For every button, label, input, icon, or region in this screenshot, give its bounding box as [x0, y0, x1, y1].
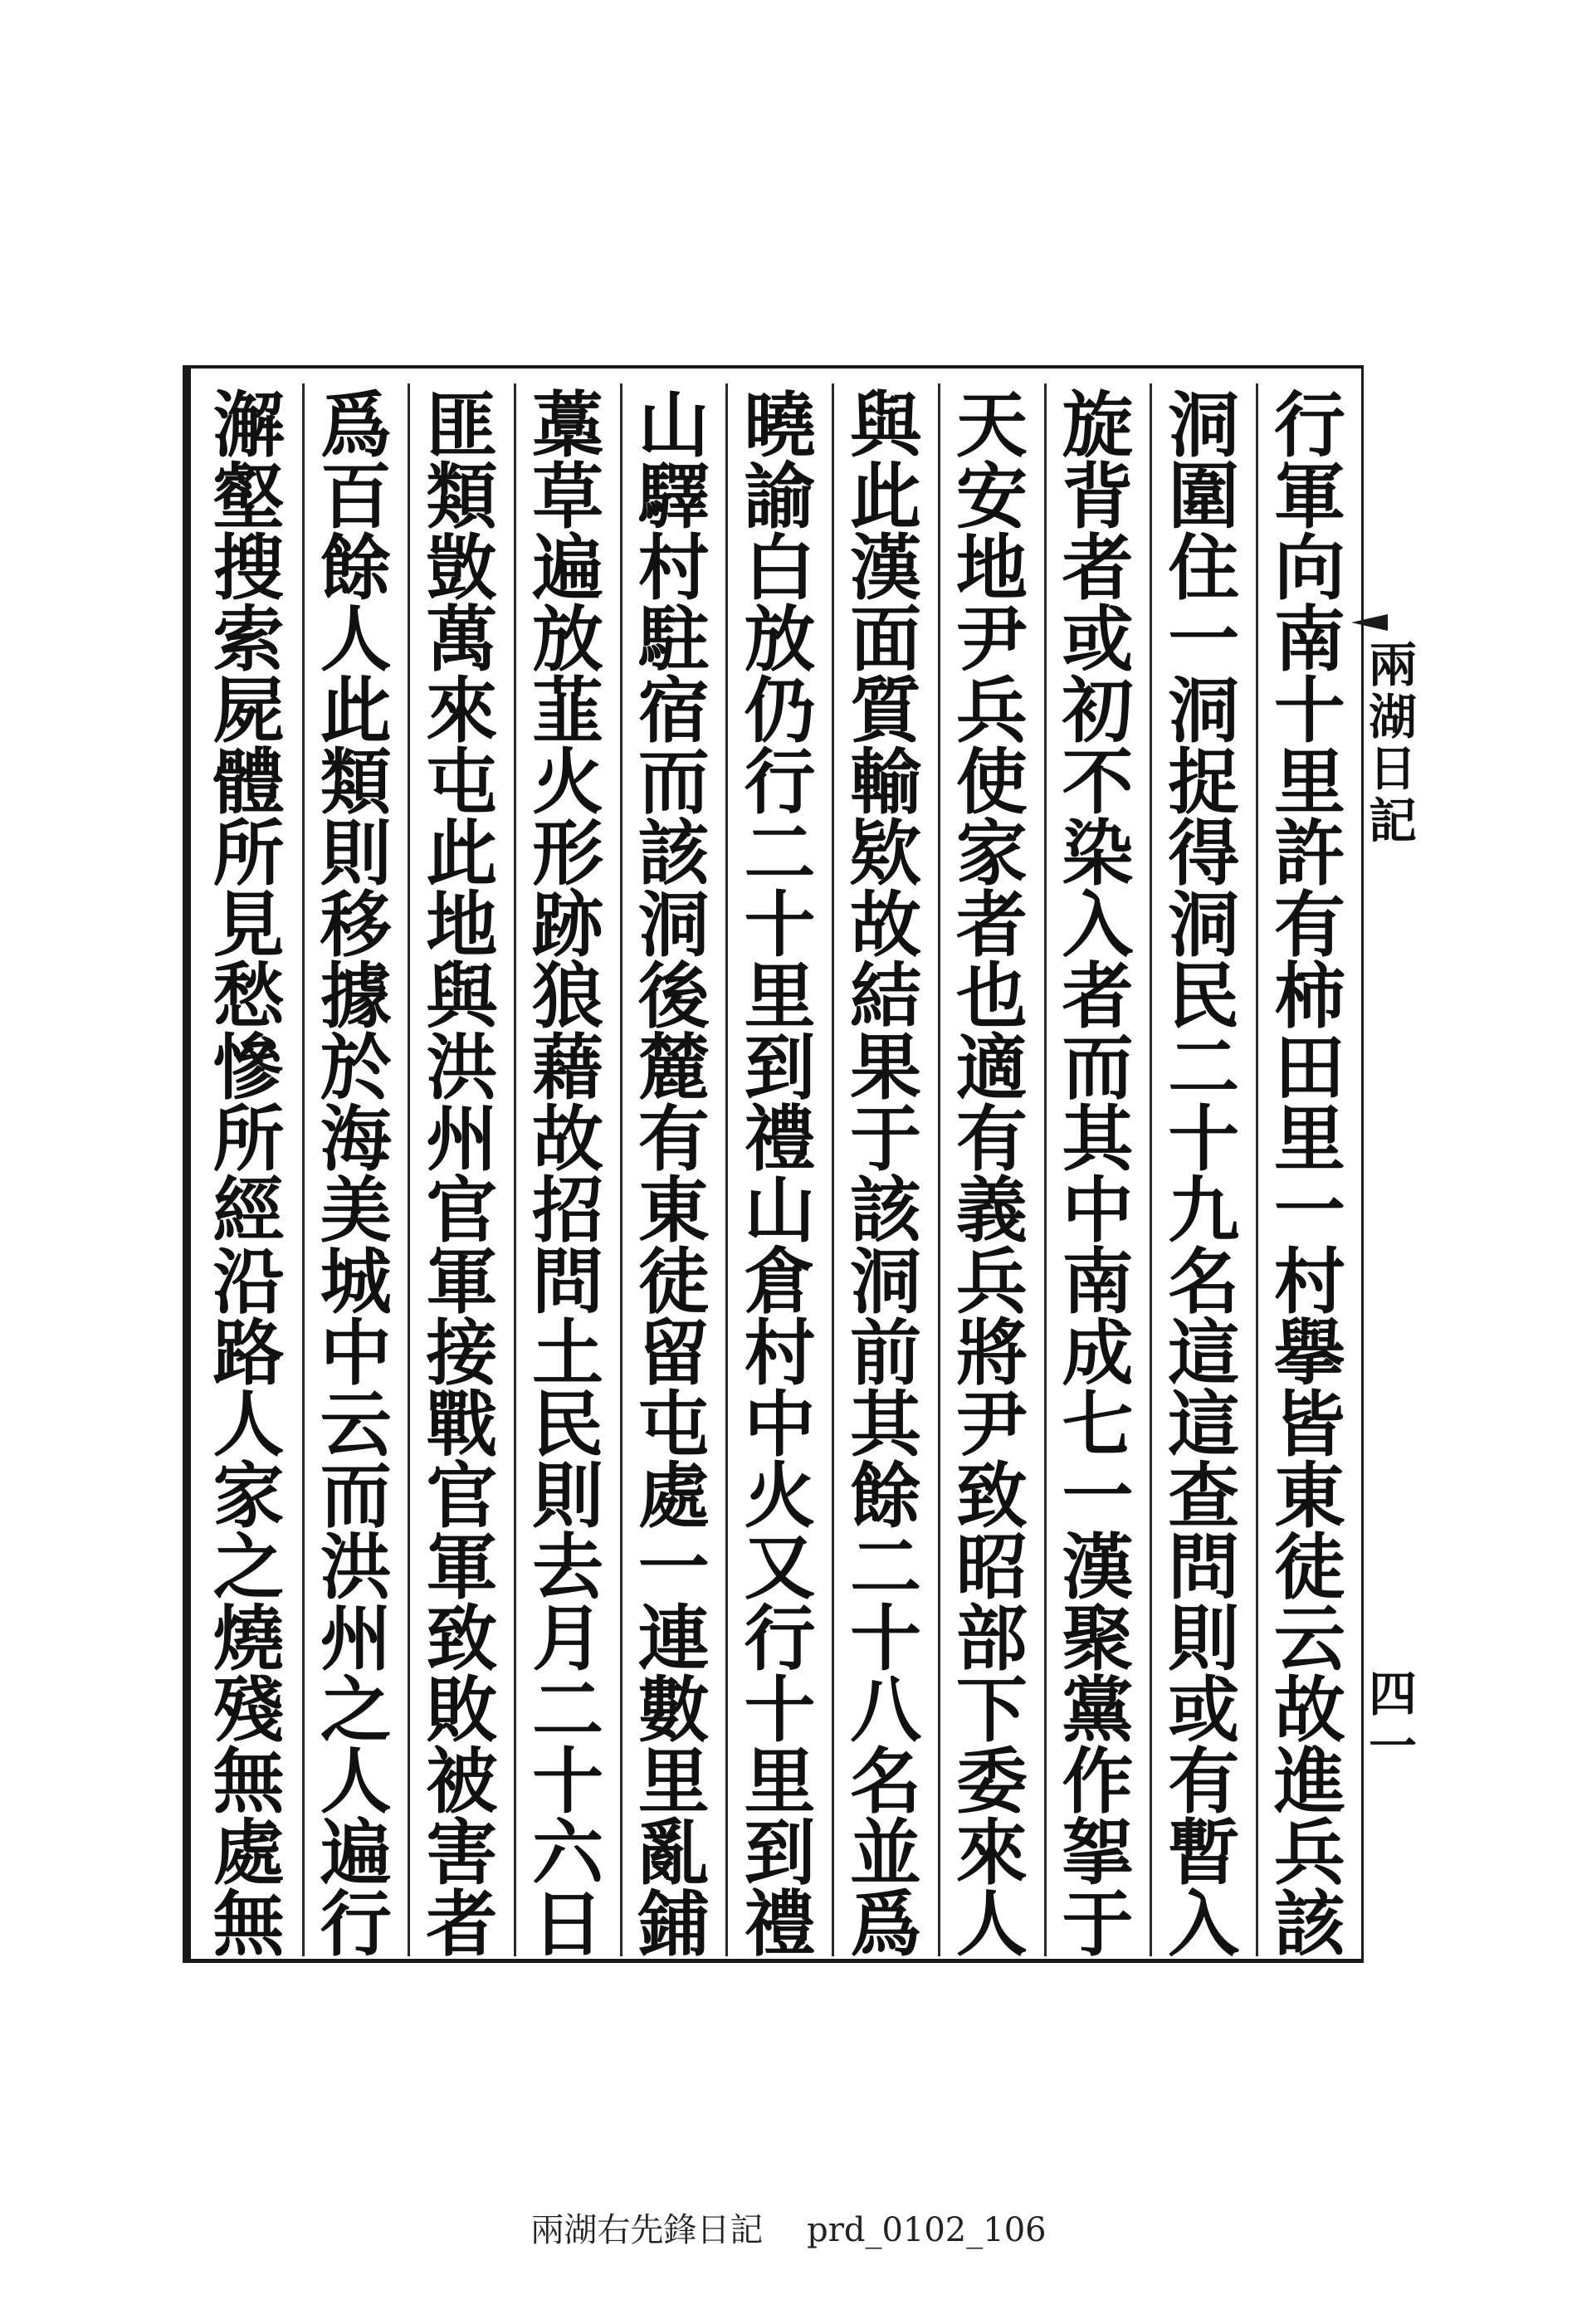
character: 百 — [320, 455, 392, 539]
character: 仍 — [744, 669, 816, 753]
character: 十 — [744, 883, 816, 967]
character: 義 — [955, 1169, 1028, 1252]
character: 州 — [320, 1597, 392, 1681]
character: 爲 — [320, 383, 392, 467]
character: 放 — [744, 598, 816, 681]
character: 之 — [320, 1668, 392, 1752]
character: 二 — [532, 1668, 604, 1752]
character: 洪 — [426, 1026, 498, 1110]
character: 屯 — [426, 740, 498, 824]
character: 許 — [1273, 812, 1345, 896]
character: 故 — [850, 883, 922, 967]
character: 中 — [320, 1311, 392, 1395]
character: 中 — [1062, 1169, 1134, 1252]
caption — [0, 2204, 1577, 2251]
heart-character: 四 — [1368, 1666, 1417, 1722]
character: 里 — [744, 954, 816, 1038]
character: 于 — [1062, 1882, 1134, 1966]
character: 致 — [955, 1454, 1028, 1538]
character: 昭 — [955, 1526, 1028, 1609]
character: 圍 — [1168, 455, 1240, 539]
character: 六 — [532, 1811, 604, 1895]
text-column — [725, 383, 831, 1966]
character: 韮 — [532, 669, 604, 753]
character: 被 — [426, 1740, 498, 1824]
character: 於 — [320, 1026, 392, 1110]
character: 里 — [1273, 1097, 1345, 1181]
character: 使 — [955, 740, 1028, 824]
character: 官 — [426, 1169, 498, 1252]
character: 者 — [426, 1882, 498, 1966]
character: 地 — [426, 883, 498, 967]
character: 該 — [637, 812, 710, 896]
character: 十 — [1273, 669, 1345, 753]
character: 招 — [532, 1169, 604, 1252]
character: 軍 — [426, 1526, 498, 1609]
character: 燒 — [212, 1597, 285, 1681]
character: 類 — [320, 740, 392, 824]
character: 到 — [744, 1026, 816, 1110]
character: 行 — [744, 740, 816, 824]
text-column — [1256, 383, 1361, 1966]
character: 柿 — [1273, 954, 1345, 1038]
character: 索 — [212, 598, 285, 681]
character: 所 — [212, 812, 285, 896]
character: 有 — [637, 1097, 710, 1181]
character: 結 — [850, 954, 922, 1038]
character: 留 — [637, 1311, 710, 1395]
character: 其 — [1062, 1097, 1134, 1181]
character: 天 — [955, 383, 1028, 467]
character: 草 — [532, 455, 604, 539]
heart-title — [1368, 639, 1418, 847]
character: 沿 — [212, 1240, 285, 1324]
character: 者 — [955, 883, 1028, 967]
character: 尹 — [955, 1383, 1028, 1467]
character: 這 — [1168, 1311, 1240, 1395]
character: 接 — [426, 1311, 498, 1395]
character: 七 — [1062, 1383, 1134, 1467]
character: 禮 — [744, 1882, 816, 1966]
character: 黨 — [1062, 1668, 1134, 1752]
text-column — [1150, 383, 1255, 1966]
character: 藁 — [532, 383, 604, 467]
character: 去 — [532, 1526, 604, 1609]
character: 萬 — [426, 598, 498, 681]
heart-character: 日 — [1368, 740, 1417, 798]
character: 面 — [850, 598, 922, 681]
character: 後 — [637, 954, 710, 1038]
character: 旋 — [1062, 383, 1134, 467]
character: 之 — [212, 1526, 285, 1609]
character: 山 — [637, 383, 710, 467]
character: 洞 — [1168, 383, 1240, 467]
character: 而 — [637, 740, 710, 824]
character: 而 — [320, 1454, 392, 1538]
character: 處 — [637, 1454, 710, 1538]
character: 路 — [212, 1311, 285, 1395]
character: 軍 — [1273, 455, 1345, 539]
character: 處 — [212, 1811, 285, 1895]
character: 將 — [955, 1311, 1028, 1395]
character: 田 — [1273, 1026, 1345, 1110]
character: 數 — [637, 1668, 710, 1752]
character: 挐 — [1062, 1811, 1134, 1895]
character: 成 — [1062, 1311, 1134, 1395]
character: 餘 — [320, 526, 392, 610]
character: 連 — [637, 1597, 710, 1681]
character: 民 — [1168, 954, 1240, 1038]
character: 問 — [1168, 1526, 1240, 1609]
character: 官 — [426, 1454, 498, 1538]
character: 形 — [532, 812, 604, 896]
character: 村 — [1273, 1240, 1345, 1324]
character: 漢 — [1062, 1526, 1134, 1609]
character: 十 — [850, 1597, 922, 1681]
character: 宿 — [637, 669, 710, 753]
text-column — [938, 383, 1043, 1966]
character: 云 — [1273, 1597, 1345, 1681]
character: 致 — [426, 1597, 498, 1681]
character: 東 — [637, 1169, 710, 1252]
character: 初 — [1062, 669, 1134, 753]
character: 日 — [532, 1882, 604, 1966]
character: 城 — [320, 1240, 392, 1324]
character: 搜 — [212, 526, 285, 610]
character: 質 — [850, 669, 922, 753]
character: 名 — [1168, 1240, 1240, 1324]
character: 愁 — [212, 954, 285, 1038]
text-column — [1044, 383, 1150, 1966]
character: 屍 — [212, 669, 285, 753]
character: 敳 — [426, 526, 498, 610]
character: 並 — [850, 1811, 922, 1895]
character: 此 — [850, 455, 922, 539]
character: 殘 — [212, 1668, 285, 1752]
character: 無 — [212, 1740, 285, 1824]
character: 則 — [532, 1454, 604, 1538]
character: 云 — [320, 1383, 392, 1467]
character: 與 — [850, 383, 922, 467]
character: 進 — [1273, 1740, 1345, 1824]
character: 一 — [1062, 1454, 1134, 1538]
character: 經 — [212, 1169, 285, 1252]
text-column — [832, 383, 937, 1966]
character: 九 — [1168, 1169, 1240, 1252]
character: 委 — [955, 1740, 1028, 1824]
character: 人 — [320, 1740, 392, 1824]
character: 又 — [744, 1526, 816, 1609]
character: 南 — [1273, 598, 1345, 681]
character: 名 — [850, 1740, 922, 1824]
character: 下 — [955, 1668, 1028, 1752]
character: 藉 — [532, 1026, 604, 1110]
character: 則 — [320, 812, 392, 896]
character: 兵 — [955, 1240, 1028, 1324]
character: 火 — [744, 1454, 816, 1538]
caption-title: 兩湖右先鋒日記 — [530, 2211, 764, 2249]
character: 查 — [1168, 1454, 1240, 1538]
character: 戰 — [426, 1383, 498, 1467]
character: 該 — [850, 1169, 922, 1252]
character: 有 — [955, 1097, 1028, 1181]
character: 禮 — [744, 1097, 816, 1181]
character: 前 — [850, 1311, 922, 1395]
character: 家 — [212, 1454, 285, 1538]
character: 麓 — [637, 1026, 710, 1110]
character: 洞 — [1168, 669, 1240, 753]
character: 遍 — [320, 1811, 392, 1895]
character: 染 — [1062, 812, 1134, 896]
character: 有 — [1168, 1740, 1240, 1824]
character: 慘 — [212, 1026, 285, 1110]
character: 壑 — [212, 455, 285, 539]
character: 爲 — [850, 1882, 922, 1966]
character: 兵 — [955, 669, 1028, 753]
character: 此 — [426, 812, 498, 896]
text-column — [408, 383, 513, 1966]
character: 人 — [955, 1882, 1028, 1966]
text-columns — [196, 383, 1361, 1966]
text-column — [620, 383, 725, 1966]
character: 漢 — [850, 526, 922, 610]
character: 體 — [212, 740, 285, 824]
character: 匪 — [426, 383, 498, 467]
character: 村 — [637, 526, 710, 610]
character: 一 — [1168, 598, 1240, 681]
character: 火 — [532, 740, 604, 824]
caption-code: prd_0102_106 — [807, 2211, 1047, 2249]
character: 輸 — [850, 740, 922, 824]
character: 跡 — [532, 883, 604, 967]
heart-character: 兩 — [1368, 637, 1417, 693]
heart-page-number — [1368, 1666, 1418, 1775]
character: 據 — [320, 954, 392, 1038]
text-column — [514, 383, 619, 1966]
character: 部 — [955, 1597, 1028, 1681]
character: 移 — [320, 883, 392, 967]
character: 里 — [744, 1740, 816, 1824]
character: 行 — [320, 1882, 392, 1966]
character: 入 — [1168, 1882, 1240, 1966]
character: 來 — [955, 1811, 1028, 1895]
character: 所 — [212, 1097, 285, 1181]
character: 洞 — [1168, 883, 1240, 967]
character: 行 — [744, 1597, 816, 1681]
character: 得 — [1168, 812, 1240, 896]
character: 聚 — [1062, 1597, 1134, 1681]
character: 海 — [320, 1097, 392, 1181]
character: 適 — [955, 1026, 1028, 1110]
heart-character: 一 — [1368, 1717, 1417, 1775]
character: 安 — [955, 455, 1028, 539]
character: 故 — [1273, 1668, 1345, 1752]
character: 山 — [744, 1169, 816, 1252]
heart-character: 湖 — [1368, 688, 1417, 745]
character: 月 — [532, 1597, 604, 1681]
character: 或 — [1168, 1668, 1240, 1752]
character: 諭 — [744, 455, 816, 539]
character: 東 — [1273, 1454, 1345, 1538]
character: 土 — [532, 1311, 604, 1395]
character: 州 — [426, 1097, 498, 1181]
character: 里 — [637, 1740, 710, 1824]
character: 害 — [426, 1811, 498, 1895]
character: 十 — [1168, 1097, 1240, 1181]
character: 放 — [532, 598, 604, 681]
character: 洞 — [637, 883, 710, 967]
character: 十 — [744, 1668, 816, 1752]
character: 皆 — [1273, 1383, 1345, 1467]
character: 徒 — [637, 1240, 710, 1324]
character: 也 — [955, 954, 1028, 1038]
character: 見 — [212, 883, 285, 967]
character: 洞 — [850, 1240, 922, 1324]
character: 一 — [637, 1526, 710, 1609]
character: 洪 — [320, 1526, 392, 1609]
character: 不 — [1062, 740, 1134, 824]
character: 鋪 — [637, 1882, 710, 1966]
character: 八 — [850, 1668, 922, 1752]
character: 向 — [1273, 526, 1345, 610]
character: 來 — [426, 669, 498, 753]
character: 中 — [744, 1383, 816, 1467]
character: 到 — [744, 1811, 816, 1895]
character: 地 — [955, 526, 1028, 610]
character: 家 — [955, 812, 1028, 896]
character: 與 — [426, 954, 498, 1038]
character: 捉 — [1168, 740, 1240, 824]
character: 徒 — [1273, 1526, 1345, 1609]
character: 里 — [1273, 740, 1345, 824]
character: 澥 — [212, 383, 285, 467]
character: 入 — [1062, 883, 1134, 967]
character: 白 — [744, 526, 816, 610]
character: 倉 — [744, 1240, 816, 1324]
character: 屯 — [637, 1383, 710, 1467]
character: 民 — [532, 1383, 604, 1467]
character: 者 — [1062, 526, 1134, 610]
text-column — [196, 383, 301, 1966]
character: 餘 — [850, 1454, 922, 1538]
character: 南 — [1062, 1240, 1134, 1324]
character: 行 — [1273, 383, 1345, 467]
character: 敗 — [426, 1668, 498, 1752]
character: 人 — [212, 1383, 285, 1467]
character: 者 — [1062, 954, 1134, 1038]
character: 背 — [1062, 455, 1134, 539]
character: 二 — [1168, 1026, 1240, 1110]
character: 果 — [850, 1026, 922, 1110]
character: 或 — [1062, 598, 1134, 681]
character: 駐 — [637, 598, 710, 681]
character: 美 — [320, 1169, 392, 1252]
character: 狼 — [532, 954, 604, 1038]
character: 作 — [1062, 1740, 1134, 1824]
character: 欵 — [850, 812, 922, 896]
character: 遍 — [532, 526, 604, 610]
character: 而 — [1062, 1026, 1134, 1110]
character: 十 — [532, 1740, 604, 1824]
character: 故 — [532, 1097, 604, 1181]
character: 其 — [850, 1383, 922, 1467]
character: 村 — [744, 1311, 816, 1395]
character: 二 — [744, 812, 816, 896]
character: 住 — [1168, 526, 1240, 610]
character: 尹 — [955, 598, 1028, 681]
character: 一 — [1273, 1169, 1345, 1252]
character: 擧 — [1273, 1311, 1345, 1395]
character: 無 — [212, 1882, 285, 1966]
character: 這 — [1168, 1383, 1240, 1467]
character: 軍 — [426, 1240, 498, 1324]
heart-character: 記 — [1368, 792, 1417, 849]
character: 有 — [1273, 883, 1345, 967]
character: 此 — [320, 669, 392, 753]
character: 則 — [1168, 1597, 1240, 1681]
character: 兵 — [1273, 1811, 1345, 1895]
character: 暫 — [1168, 1811, 1240, 1895]
character: 該 — [1273, 1882, 1345, 1966]
character: 類 — [426, 455, 498, 539]
text-column — [302, 383, 408, 1966]
character: 驛 — [637, 455, 710, 539]
character: 問 — [532, 1240, 604, 1324]
character: 于 — [850, 1097, 922, 1181]
character: 曉 — [744, 383, 816, 467]
character: 人 — [320, 598, 392, 681]
character: 亂 — [637, 1811, 710, 1895]
character: 二 — [850, 1526, 922, 1609]
